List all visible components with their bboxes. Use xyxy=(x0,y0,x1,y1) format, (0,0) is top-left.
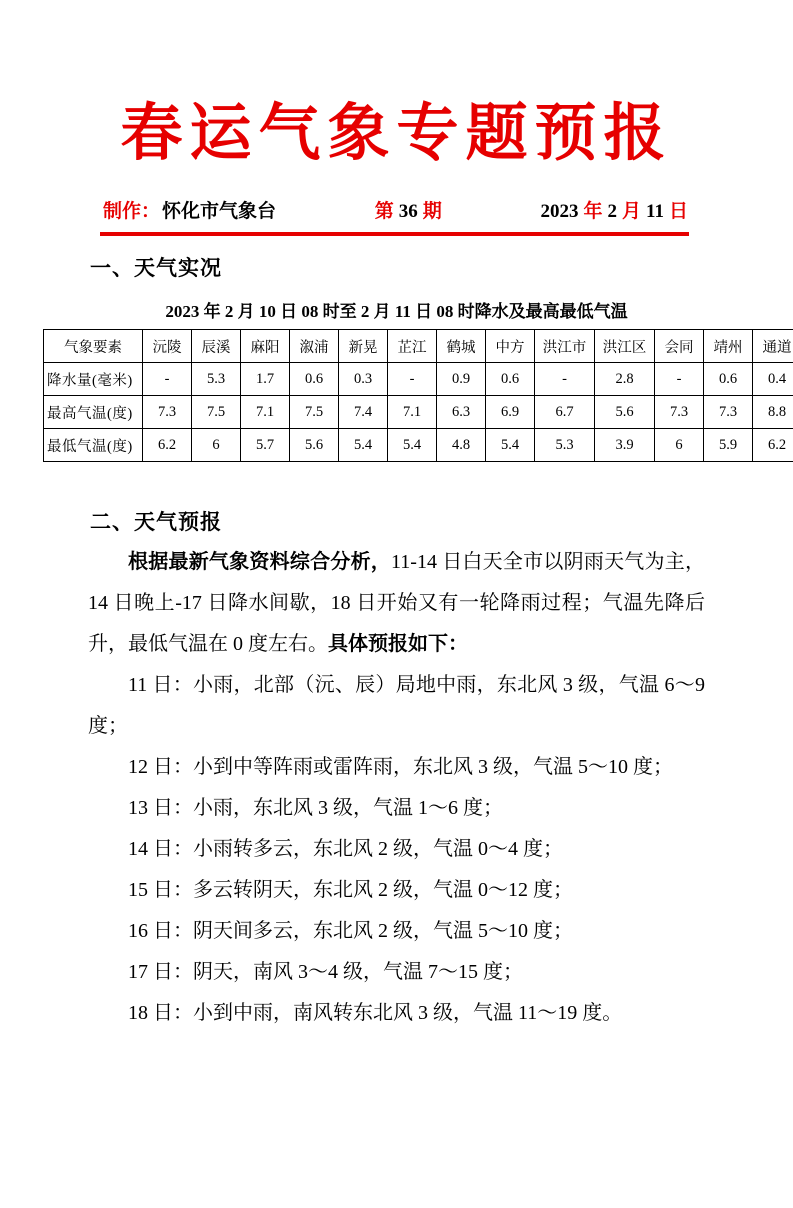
value-cell: 6.7 xyxy=(535,396,595,429)
forecast-item-day14: 14 日：小雨转多云，东北风 2 级，气温 0～4 度； xyxy=(88,829,705,870)
table-header-cell: 通道 xyxy=(753,330,793,363)
table-row xyxy=(44,396,793,429)
value-cell: 7.1 xyxy=(241,396,290,429)
value-cell: 5.3 xyxy=(192,363,241,396)
value-cell: 4.8 xyxy=(437,429,486,462)
value-cell: - xyxy=(655,363,704,396)
table-header-cell: 芷江 xyxy=(388,330,437,363)
forecast-intro-tail: 具体预报如下： xyxy=(328,633,468,655)
value-cell: 5.9 xyxy=(704,429,753,462)
value-cell: 3.9 xyxy=(595,429,655,462)
table-header-cell: 气象要素 xyxy=(44,330,143,363)
table-row xyxy=(44,429,793,462)
weather-table-title: 2023 年 2 月 10 日 08 时至 2 月 11 日 08 时降水及最高最低气温 xyxy=(0,297,793,322)
value-cell: 5.4 xyxy=(388,429,437,462)
date-day-unit: 日 xyxy=(669,201,688,222)
document-title: 春运气象专题预报 xyxy=(0,86,793,183)
issue-value: 36 xyxy=(399,201,418,222)
value-cell: 0.6 xyxy=(704,363,753,396)
value-cell: 7.4 xyxy=(339,396,388,429)
value-cell: - xyxy=(535,363,595,396)
table-row xyxy=(44,363,793,396)
table-header-cell: 新晃 xyxy=(339,330,388,363)
issue-date xyxy=(541,199,694,225)
daily-forecast-list xyxy=(88,665,705,1034)
forecast-item-day12: 12 日：小到中等阵雨或雷阵雨，东北风 3 级，气温 5～10 度； xyxy=(88,747,705,788)
value-cell: 6.9 xyxy=(486,396,535,429)
producer-name: 怀化市气象台 xyxy=(162,201,276,222)
value-cell: 6 xyxy=(192,429,241,462)
value-cell: 2.8 xyxy=(595,363,655,396)
weather-table xyxy=(43,329,793,462)
table-header-cell: 洪江市 xyxy=(535,330,595,363)
value-cell: 5.7 xyxy=(241,429,290,462)
section2-heading: 二、天气预报 xyxy=(90,506,793,536)
row-label-cell: 最高气温(度) xyxy=(44,396,143,429)
forecast-item-day16: 16 日：阴天间多云，东北风 2 级，气温 5～10 度； xyxy=(88,911,705,952)
issue-prefix: 第 xyxy=(375,201,394,222)
header-divider-rule xyxy=(100,232,689,236)
date-day: 11 xyxy=(646,201,664,222)
forecast-item-day17: 17 日：阴天，南风 3～4 级，气温 7～15 度； xyxy=(88,952,705,993)
table-header-cell: 鹤城 xyxy=(437,330,486,363)
value-cell: 0.4 xyxy=(753,363,793,396)
value-cell: 7.3 xyxy=(704,396,753,429)
document-page xyxy=(0,86,793,1208)
document-meta-line xyxy=(103,199,693,225)
table-header-cell: 会同 xyxy=(655,330,704,363)
row-label-cell: 降水量(毫米) xyxy=(44,363,143,396)
date-year-unit: 年 xyxy=(584,201,603,222)
value-cell: - xyxy=(388,363,437,396)
date-month: 2 xyxy=(608,201,618,222)
forecast-item-day15: 15 日：多云转阴天，东北风 2 级，气温 0～12 度； xyxy=(88,870,705,911)
table-header-cell: 辰溪 xyxy=(192,330,241,363)
value-cell: 5.4 xyxy=(486,429,535,462)
forecast-item-day18: 18 日：小到中雨，南风转东北风 3 级，气温 11～19 度。 xyxy=(88,993,705,1034)
value-cell: 7.5 xyxy=(192,396,241,429)
forecast-item-day11: 11 日：小雨，北部（沅、辰）局地中雨，东北风 3 级，气温 6～9 度； xyxy=(88,665,705,747)
value-cell: 7.3 xyxy=(655,396,704,429)
issue-number xyxy=(375,199,442,225)
value-cell: 6.3 xyxy=(437,396,486,429)
date-year: 2023 xyxy=(541,201,579,222)
value-cell: 0.6 xyxy=(290,363,339,396)
value-cell: 8.8 xyxy=(753,396,793,429)
table-header-cell: 麻阳 xyxy=(241,330,290,363)
value-cell: 7.3 xyxy=(143,396,192,429)
value-cell: 0.9 xyxy=(437,363,486,396)
table-header-cell: 中方 xyxy=(486,330,535,363)
value-cell: 1.7 xyxy=(241,363,290,396)
value-cell: 0.3 xyxy=(339,363,388,396)
value-cell: 5.4 xyxy=(339,429,388,462)
section1-heading: 一、天气实况 xyxy=(90,252,793,282)
value-cell: 6.2 xyxy=(753,429,793,462)
table-header-cell: 靖州 xyxy=(704,330,753,363)
date-month-unit: 月 xyxy=(622,201,641,222)
value-cell: 7.1 xyxy=(388,396,437,429)
value-cell: 6 xyxy=(655,429,704,462)
value-cell: - xyxy=(143,363,192,396)
forecast-item-day13: 13 日：小雨，东北风 3 级，气温 1～6 度； xyxy=(88,788,705,829)
forecast-intro-body: 11-14 日白天全市以阴雨天气为主，14 日晚上-17 日降水间歇，18 日开始又有一轮降雨过程；气温先降后升，最低气温在 0 度左右。 xyxy=(88,551,705,655)
issue-suffix: 期 xyxy=(423,201,442,222)
value-cell: 6.2 xyxy=(143,429,192,462)
table-header-cell: 沅陵 xyxy=(143,330,192,363)
table-header-cell: 溆浦 xyxy=(290,330,339,363)
value-cell: 5.3 xyxy=(535,429,595,462)
value-cell: 5.6 xyxy=(290,429,339,462)
producer-label: 制作： xyxy=(103,201,160,222)
table-header-row xyxy=(44,330,793,363)
forecast-intro-lead: 根据最新气象资料综合分析， xyxy=(128,551,391,573)
value-cell: 5.6 xyxy=(595,396,655,429)
table-header-cell: 洪江区 xyxy=(595,330,655,363)
forecast-intro xyxy=(88,542,705,665)
value-cell: 0.6 xyxy=(486,363,535,396)
value-cell: 7.5 xyxy=(290,396,339,429)
producer xyxy=(103,199,276,225)
row-label-cell: 最低气温(度) xyxy=(44,429,143,462)
